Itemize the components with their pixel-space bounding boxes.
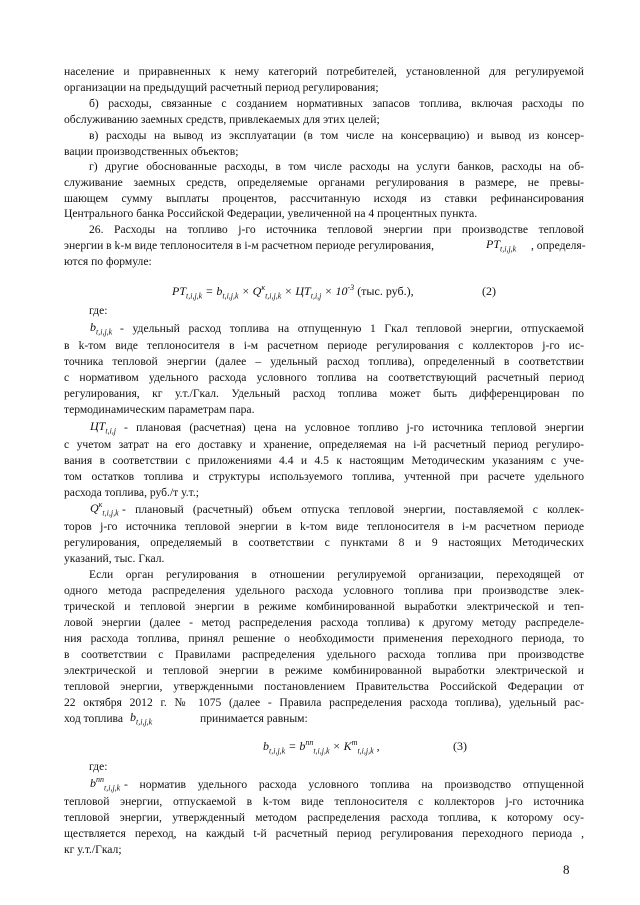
text-line: , определя- (531, 239, 586, 252)
text-line: обслуживанию заемных средств, привлекаемых для этих целей; (64, 113, 380, 126)
text-line: 26. Расходы на топливо j-го источника тепловой энергии при производстве тепловой (89, 223, 584, 236)
text-line: точника тепловой энергии (далее – удельный расход топлива), определенный в соответствии (64, 355, 584, 368)
q-symbol: $Q^к_{t,i,j,k}$ (90, 500, 119, 518)
text-line: организации на предыдущий расчетный период регулирования; (64, 81, 379, 94)
text-line: - удельный расход топлива на отпущенную 1 Гкал тепловой энергии, отпускаемой (120, 322, 584, 335)
text-line: кг у.т./Гкал; (64, 843, 122, 856)
text-line: ния расхода топлива, принял решение о необходимости применения переходного периода, то (64, 632, 584, 645)
text-line: в соответствии с Правилами распределения удельного расхода топлива при производстве (64, 648, 584, 661)
text-line: ществляется переход, на каждый t-й расчетный период регулирования переходного периода , (64, 827, 584, 840)
text-line: где: (89, 760, 108, 773)
equation-number-2: (2) (482, 284, 496, 298)
text-line: указаний, тыс. Гкал. (64, 552, 165, 565)
text-line: вации производственных объектов; (64, 145, 239, 158)
text-line: вания в соответствии с приложениями 4.4 и 4.5 к настоящим Методическим указаниям с уче- (64, 454, 584, 467)
text-line: энергии в k-м виде теплоносителя в i-м расчетном периоде регулирования, (64, 239, 434, 252)
text-line: ловой энергии (далее - метод распределения расхода топлива) к другому методу распределе- (64, 616, 584, 629)
pt-inline-symbol: $PT_{t,i,j,k}$ (486, 237, 517, 254)
text-line: ются по формуле: (64, 255, 152, 268)
text-line: с нормативом удельного расхода условного топлива на соответствующий расчетный период (64, 371, 584, 384)
text-line: расхода топлива, руб./т у.т.; (64, 486, 199, 499)
formula-2: $PT_{t,i,j,k} = b_{t,i,j,k} \times Q^к_{t,i,j,k} \times ЦТ_{t,i,j} \times 10^{-3}$ (тыс. руб.), (172, 283, 414, 301)
text-line: регулирования, определяемый в соответствии с пунктами 8 и 9 настоящих Методических (64, 536, 584, 549)
text-line: трической и тепловой энергии в режиме комбинированной выработки электрической и теп- (64, 600, 584, 613)
text-line: тепловой энергии, утвержденный методом распределения расхода топлива, к которому осу- (64, 811, 584, 824)
text-line: с учетом затрат на его доставку и хранение, определяемая на i-й расчетный период регулиро- (64, 438, 584, 451)
text-line: - плановый (расчетный) объем отпуска тепловой энергии, поставляемой с коллек- (122, 503, 584, 516)
equation-number-3: (3) (453, 739, 467, 753)
page-number: 8 (563, 862, 570, 877)
text-line: служивание заемных средств, определяемые органами регулирования в размере, не превы- (64, 176, 584, 189)
text-line: население и приравненных к нему категорий потребителей, установленной для регулируемой (64, 65, 584, 78)
text-line: г) другие обоснованные расходы, в том числе расходы на услуги банков, расходы на об- (89, 160, 584, 173)
text-line: Если орган регулирования в отношении регулируемой организации, переходящей от (89, 568, 584, 581)
text-line: тепловой энергии, утвержденными постановлением Правительства Российской Федерации от (64, 680, 584, 693)
text-line: - норматив удельного расхода условного топлива на производство отпущенной (124, 778, 584, 791)
text-line: том остатков топлива и структуры используемого топлива, учтенной при расчете удельного (64, 470, 584, 483)
text-line: в) расходы на вывод из эксплуатации (в том числе на консервацию) и вывод из консер- (89, 129, 584, 142)
text-line: ход топлива (64, 712, 123, 725)
ct-symbol: $ЦТ_{t,i,j}$ (90, 419, 117, 436)
text-line: термодинамическим параметрам пара. (64, 403, 255, 416)
text-line: где: (89, 304, 108, 317)
text-line: торов j-го источника тепловой энергии в k-том виде теплоносителя в i-м расчетном периоде (64, 520, 584, 533)
text-line: одного метода распределения удельного расхода условного топлива при производстве элек- (64, 584, 584, 597)
b-symbol: $b_{t,i,j,k}$ (90, 320, 113, 337)
text-line: шающем сумму выплаты процентов, рассчитанную исходя из ставки рефинансирования (64, 192, 584, 205)
text-line: электрической и тепловой энергии в режиме комбинированной выработки электрической и (64, 664, 584, 677)
text-line: регулирования, кг у.т./Гкал. Удельный расход топлива может быть дифференцирован по (64, 387, 584, 400)
b-inline-symbol: $b_{t,i,j,k}$ (130, 710, 153, 727)
text-line: Центрального банка Российской Федерации, увеличенной на 4 процентных пункта. (64, 207, 478, 220)
text-line: принимается равным: (200, 712, 308, 725)
text-line: в k-том виде теплоносителя в i-м расчетном периоде регулирования с коллекторов j-го ис- (64, 339, 584, 352)
formula-3: $b_{t,i,j,k} = b^{пп}_{t,i,j,k} \times K^m_{t,i,j,k}$ , (263, 738, 380, 756)
text-line: б) расходы, связанные с созданием нормативных запасов топлива, включая расходы по (89, 97, 584, 110)
bn-symbol: $b^{пп}_{t,i,j,k}$ (90, 775, 121, 793)
text-line: - плановая (расчетная) цена на условное топливо j-го источника тепловой энергии (124, 421, 584, 434)
text-line: 22 октября 2012 г. № 1075 (далее - Правила распределения расхода топлива), удельный рас- (64, 696, 584, 709)
text-line: тепловой энергии, отпускаемой в k-том виде теплоносителя с коллекторов j-го источника (64, 795, 584, 808)
